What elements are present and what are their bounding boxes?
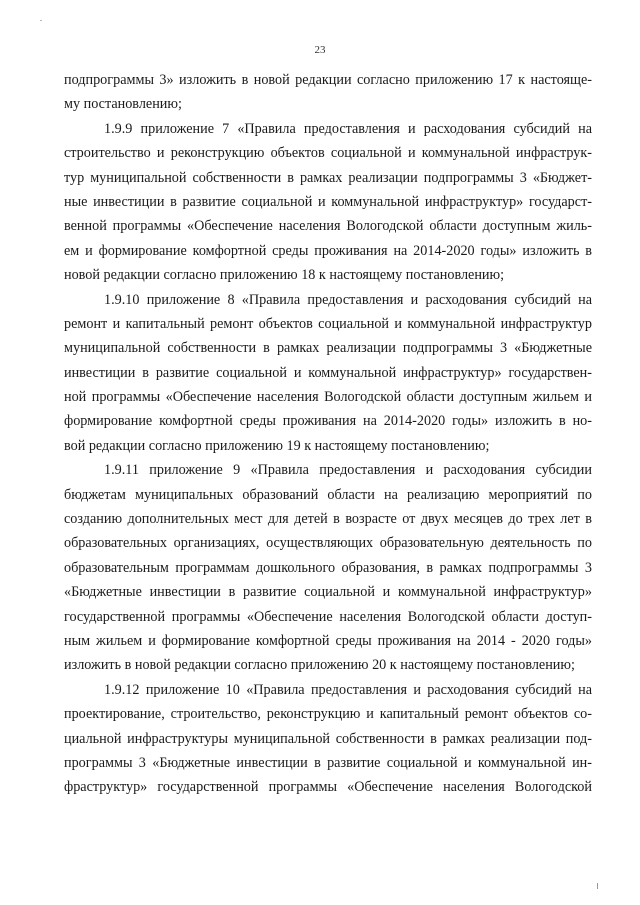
page-number: 23 [314, 44, 326, 56]
text-line: образовательным программам дошкольного образования, в рамках подпрограммы 3 [64, 559, 592, 576]
text-line: фраструктур» государственной программы «Обеспечение населения Вологодской [64, 779, 592, 796]
text-line: проектирование, строительство, реконструкцию и капитальный ремонт объектов со- [64, 706, 592, 723]
text-line: вой редакции согласно приложению 19 к настоящему постановлению; [64, 437, 490, 454]
document-body [64, 68, 592, 800]
text-line: инвестиции в развитие социальной и коммунальной инфраструктур» государствен- [64, 364, 592, 381]
text-line: формирование комфортной среды проживания на 2014-2020 годы» изложить в но- [64, 413, 592, 430]
text-line: 1.9.11 приложение 9 «Правила предоставления и расходования субсидии [104, 462, 592, 479]
text-line: ным жильем и формирование комфортной среды проживания на 2014 - 2020 годы» [64, 632, 592, 649]
text-line: изложить в новой редакции согласно приложению 20 к настоящему постановлению; [64, 657, 575, 674]
paragraph-1-9-9 [64, 117, 592, 288]
text-line: новой редакции согласно приложению 18 к настоящему постановлению; [64, 267, 505, 284]
text-line: 1.9.12 приложение 10 «Правила предоставления и расходования субсидий на [104, 681, 592, 698]
text-line: бюджетам муниципальных образований области на реализацию мероприятий по [64, 486, 592, 503]
text-line: тур муниципальной собственности в рамках реализации подпрограммы 3 «Бюджет- [64, 169, 592, 186]
text-line: венной программы «Обеспечение населения Вологодской области доступным жиль- [64, 218, 592, 235]
paragraph-1-9-11 [64, 458, 592, 678]
text-line: государственной программы «Обеспечение населения Вологодской области доступ- [64, 608, 592, 625]
text-line: «Бюджетные инвестиции в развитие социальной и коммунальной инфраструктур» [64, 584, 592, 601]
text-line: 1.9.9 приложение 7 «Правила предоставления и расходования субсидий на [104, 120, 592, 137]
text-line: образовательных организациях, осуществляющих образовательную деятельность по [64, 535, 592, 552]
text-line: ремонт и капитальный ремонт объектов социальной и коммунальной инфраструктур [64, 315, 592, 332]
text-line: муниципальной собственности в рамках реализации подпрограммы 3 «Бюджетные [64, 340, 592, 357]
text-line: 1.9.10 приложение 8 «Правила предоставления и расходования субсидий на [104, 291, 592, 308]
paragraph-1-9-12 [64, 678, 592, 800]
scan-mark [40, 20, 42, 21]
text-line: му постановлению; [64, 96, 182, 113]
text-line: ной программы «Обеспечение населения Вологодской области доступным жильем и [64, 389, 592, 406]
paragraph-1-9-10 [64, 288, 592, 459]
text-line: циальной инфраструктуры муниципальной собственности в рамках реализации под- [64, 730, 592, 747]
text-line: ные инвестиции в развитие социальной и коммунальной инфраструктур» государст- [64, 193, 592, 210]
text-line: подпрограммы 3» изложить в новой редакции согласно приложению 17 к настояще- [64, 72, 592, 88]
text-line: созданию дополнительных мест для детей в возрасте от двух месяцев до трех лет в [64, 511, 592, 528]
paragraph-continuation [64, 68, 592, 117]
text-line: программы 3 «Бюджетные инвестиции в развитие социальной и коммунальной ин- [64, 754, 592, 771]
text-line: строительство и реконструкцию объектов социальной и коммунальной инфраструк- [64, 145, 592, 162]
text-line: ем и формирование комфортной среды проживания на 2014-2020 годы» изложить в [64, 242, 592, 259]
scan-mark [597, 883, 598, 889]
